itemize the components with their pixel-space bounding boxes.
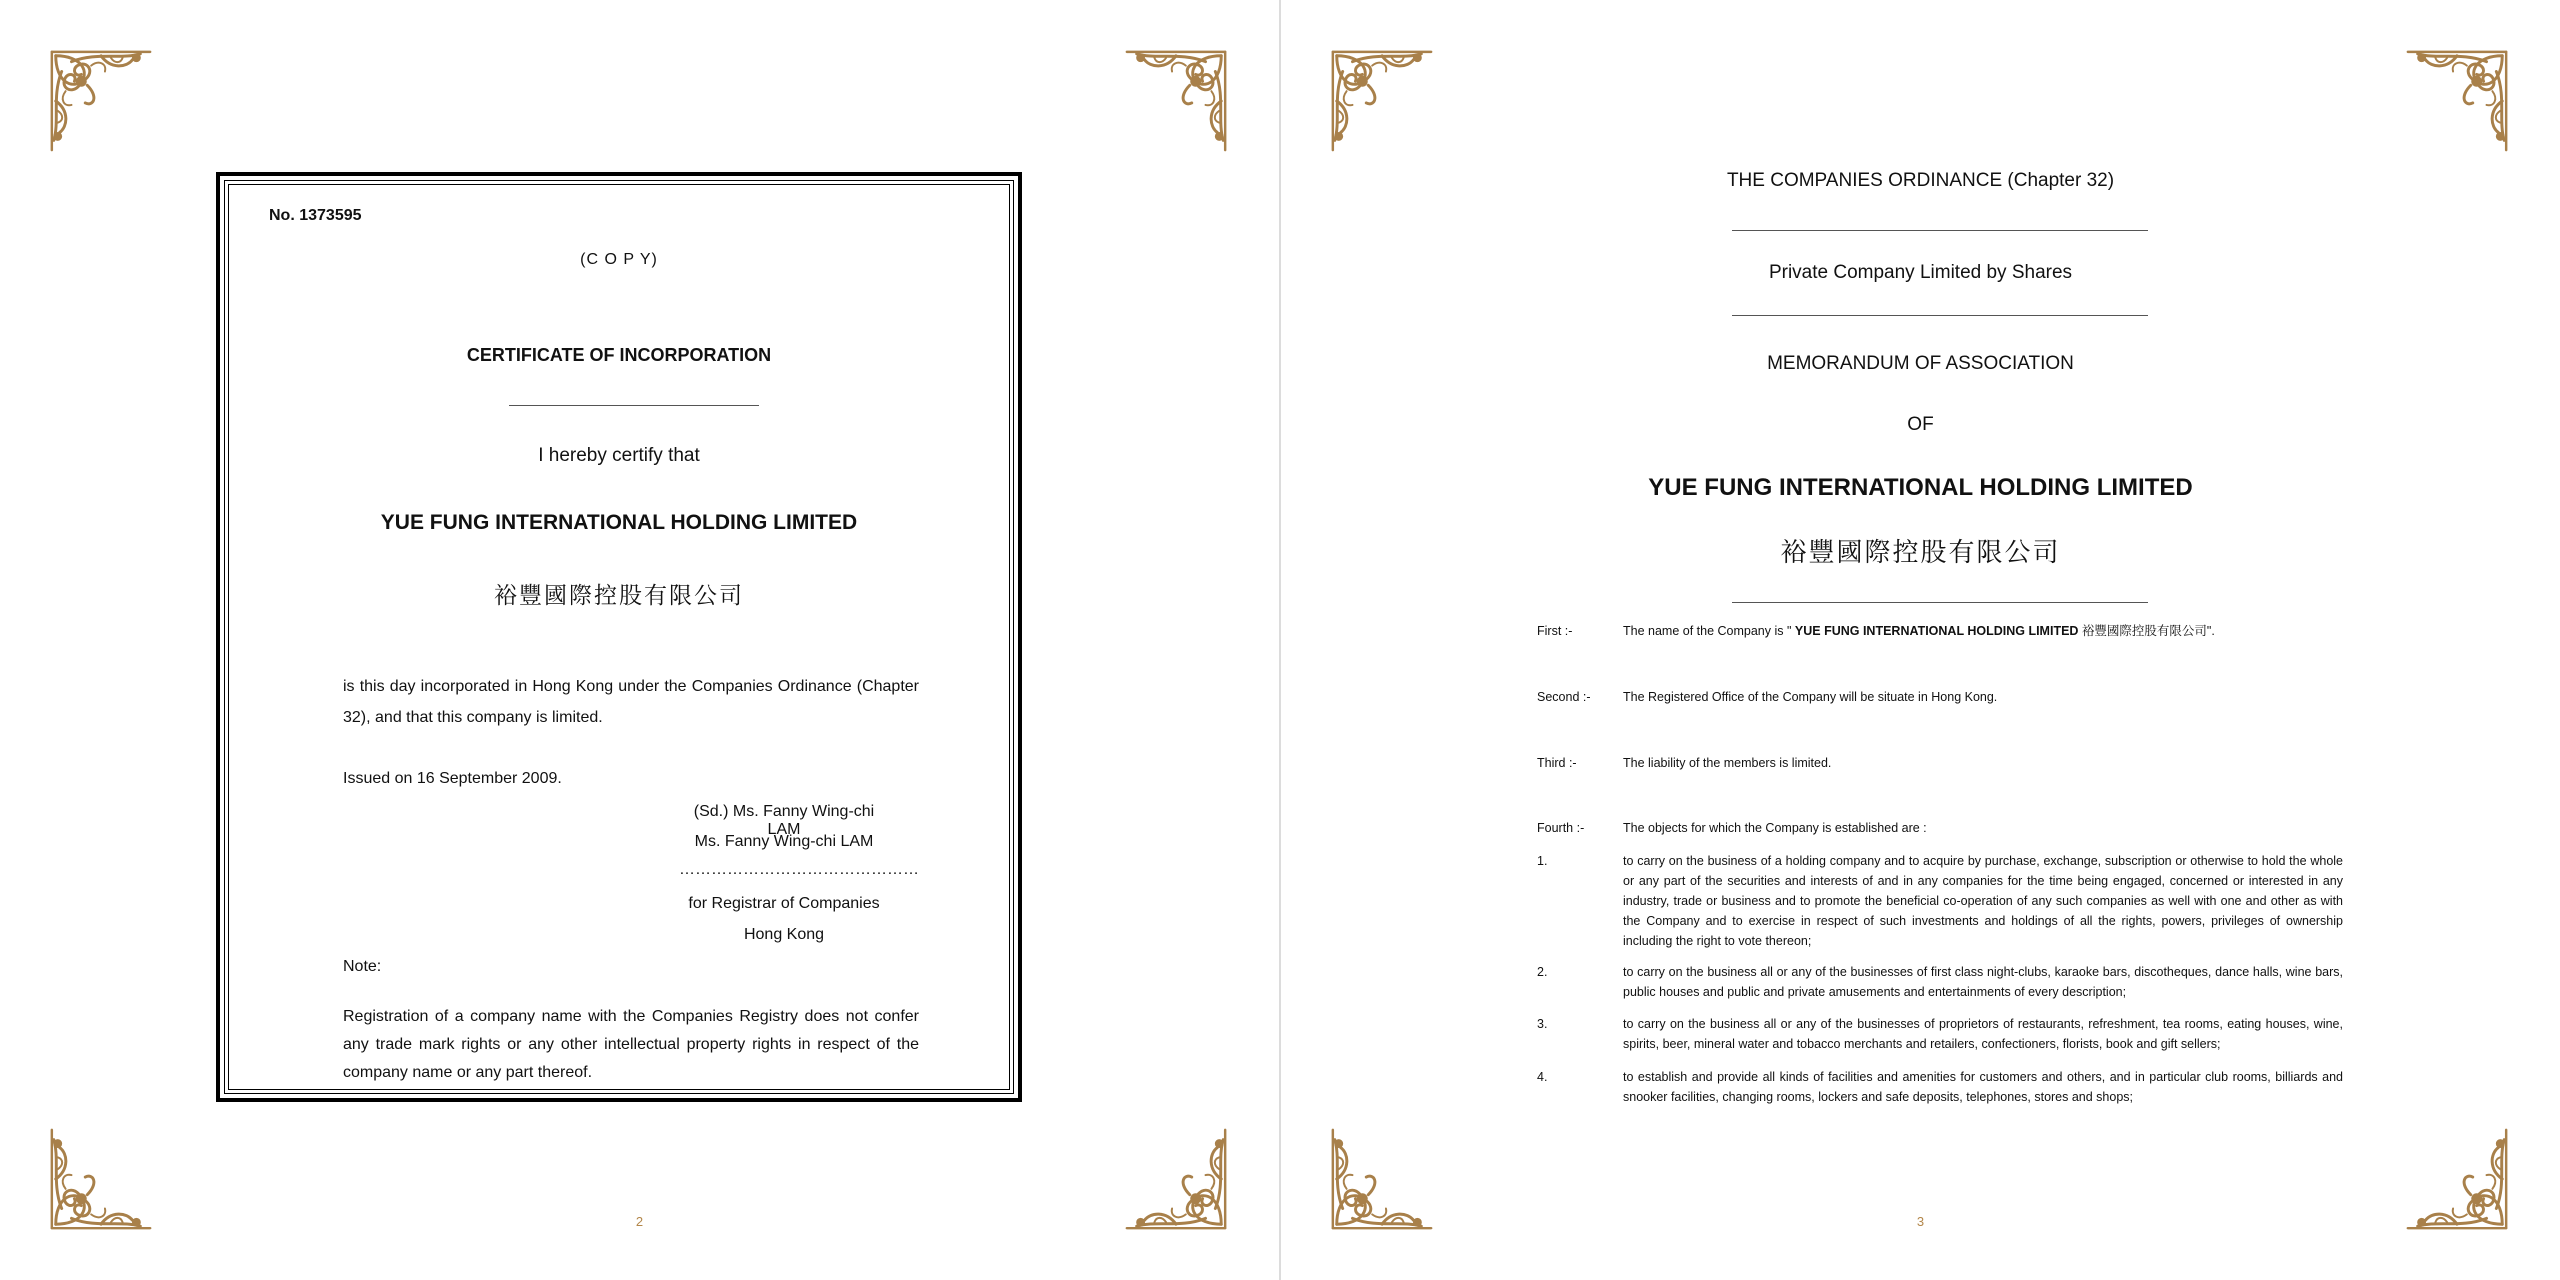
clause-label: Fourth :- [1537, 821, 1585, 835]
registrar-location: Hong Kong [743, 926, 825, 943]
clause-text-post: 裕豐國際控股有限公司". [2078, 624, 2215, 638]
clause-label: First :- [1537, 624, 1573, 638]
company-name-en: YUE FUNG INTERNATIONAL HOLDING LIMITED [380, 511, 858, 534]
company-name-en: YUE FUNG INTERNATIONAL HOLDING LIMITED [1648, 474, 2193, 501]
memorandum-heading: MEMORANDUM OF ASSOCIATION [1767, 353, 2074, 374]
corner-flourish-icon [2398, 42, 2516, 160]
company-type: Private Company Limited by Shares [1768, 262, 2073, 283]
clause-label: Third :- [1537, 756, 1577, 770]
clause-text: The Registered Office of the Company will be situate in Hong Kong. [1623, 690, 1998, 704]
certificate-border [224, 180, 1014, 1094]
object-item-number: 1. [1537, 854, 1548, 868]
copy-label: (C O P Y) [580, 251, 658, 268]
certificate-inner-border [228, 184, 1010, 1090]
object-item-number: 3. [1537, 1017, 1548, 1031]
page-3 [1281, 0, 2560, 1280]
object-item-number: 2. [1537, 965, 1548, 979]
object-item-text: to carry on the business of a holding company and to acquire by purchase, exchange, subscription or otherwise to hold the whole or any part of the securities and interests of and in any companies for the time being engaged, concerned or interested in any industry, trade or business and to promote the beneficial co-operation of any such companies as well with one and other as with the Company and to exercise in respect of such investments and holdings of all the rights, powers, privileges of ownership including the right to vote thereon; [1623, 854, 2343, 948]
of-text: OF [1907, 414, 1934, 435]
object-item-number: 4. [1537, 1070, 1548, 1084]
issue-date: Issued on 16 September 2009. [343, 770, 562, 787]
page-2 [0, 0, 1279, 1280]
heading-divider [1732, 315, 2148, 316]
object-item-text: to carry on the business all or any of the businesses of proprietors of restaurants, refreshment, tea rooms, eating houses, wine, spirits, beer, mineral water and tobacco merchants and retailers, confectioners, florists, book and gift sellers; [1623, 1017, 2343, 1051]
clause-text: The liability of the members is limited. [1623, 756, 1832, 770]
clause-company-name: YUE FUNG INTERNATIONAL HOLDING LIMITED [1794, 624, 2079, 638]
clause-text: The objects for which the Company is established are : [1623, 821, 1927, 835]
registrar-title: for Registrar of Companies [688, 895, 880, 912]
clause-label: Second :- [1537, 690, 1591, 704]
incorporation-statement: is this day incorporated in Hong Kong under the Companies Ordinance (Chapter 32), and that this company is limited. [343, 678, 919, 726]
ordinance-heading: THE COMPANIES ORDINANCE (Chapter 32) [1726, 170, 2115, 191]
title-divider [509, 405, 759, 406]
company-name-cn: 裕豐國際控股有限公司 [1780, 537, 2061, 567]
note-label: Note: [343, 958, 382, 975]
object-item-text: to establish and provide all kinds of facilities and amenities for customers and others, and in particular club rooms, billiards and snooker facilities, changing rooms, lockers and safe deposits, telephones, stores and shops; [1623, 1070, 2343, 1104]
signatory-name: Ms. Fanny Wing-chi LAM [694, 833, 874, 850]
certificate-number: No. 1373595 [269, 207, 362, 224]
certificate-frame [216, 172, 1022, 1102]
certificate-title: CERTIFICATE OF INCORPORATION [466, 345, 772, 365]
heading-divider [1732, 602, 2148, 603]
signed-by: (Sd.) Ms. Fanny Wing-chi LAM [693, 803, 875, 838]
signature-line: ……………………………………… [679, 861, 919, 878]
object-item-text: to carry on the business all or any of the businesses of first class night-clubs, karaoke bars, discotheques, dance halls, wine bars, public houses and public and private amusements and entertainments of every description; [1623, 965, 2343, 999]
page-number: 2 [635, 1214, 644, 1229]
heading-divider [1732, 230, 2148, 231]
clause-text [1623, 621, 2343, 641]
corner-flourish-icon [1117, 42, 1235, 160]
clause-text-pre: The name of the Company is " [1623, 624, 1795, 638]
page-number: 3 [1916, 1214, 1925, 1229]
company-name-cn: 裕豐國際控股有限公司 [494, 582, 744, 608]
corner-flourish-icon [42, 42, 160, 160]
note-text: Registration of a company name with the Companies Registry does not confer any trade mark rights or any other intellectual property rights in respect of the company name or any part thereof. [343, 1008, 919, 1081]
certify-text: I hereby certify that [538, 445, 700, 466]
corner-flourish-icon [1323, 42, 1441, 160]
